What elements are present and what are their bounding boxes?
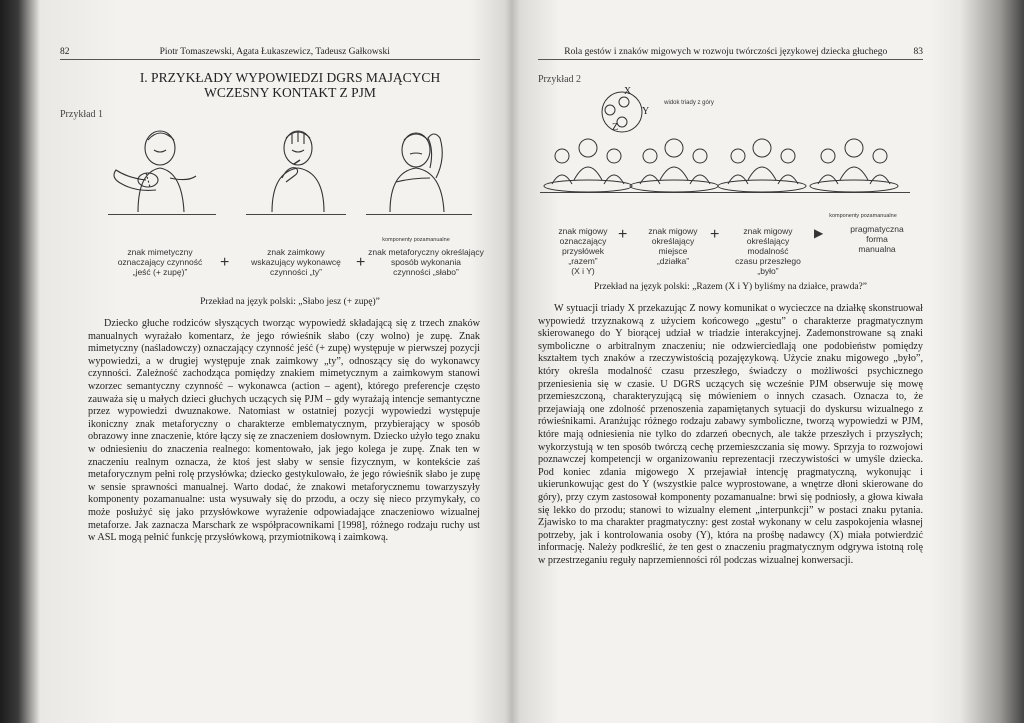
- sign-illustration-3: [366, 118, 472, 215]
- caption-past: [722, 226, 814, 276]
- caption-line: znak mimetyczny: [127, 247, 193, 257]
- caption-line: pragmatyczna: [850, 224, 904, 234]
- caption-line: znak migowy: [743, 226, 793, 236]
- caption-line: „działka”: [656, 256, 690, 266]
- triad-letter-y: Y: [642, 106, 650, 117]
- sign-illustration-row-right: [540, 130, 910, 193]
- caption-line: oznaczający: [559, 236, 607, 246]
- caption-line: miejsce: [658, 246, 688, 256]
- page-number-right: 83: [913, 47, 923, 57]
- example-label-2: Przykład 2: [538, 74, 582, 85]
- caption-line: określający: [651, 236, 695, 246]
- caption-line: znak migowy: [648, 226, 698, 236]
- body-paragraph-left: Dziecko głuche rodziców słyszących tworząc wypowiedź składającą się z trzech znaków manualnych wyrażało komentarz, że jego rówieśnik słabo (czy wolno) je zupę. Znak mimetyczny (naśladowczy) oznaczający czynność jeść (+ zupę) występuje w pierwszej pozycji wypowiedzi, a w drugiej występuje znak zaimkowy „ty”, odnoszący się do wykonawcy czynności. Zależność zachodząca pomiędzy znakiem mimetycznym a zaimkowym stanowi wzorzec semantyczny czynność – wykonawca (action – agent), którego preferencje często zauważa się u małych dzieci głuchych uczących się PJM – gdy wyrażają intencje semantyczne przez wypowiedzi dwuznakowe. Natomiast w ostatniej pozycji wypowiedzi występuje ikoniczny znak metaforyczny o charakterze emblematycznym, przybierający w sposób obrazowy inne znaczenie, które łączy się ze znaczeniem dosłownym. Dziecko użyło tego znaku w odniesieniu do znaczenia realnego: komentowało, jak jego kolega je zupę. Znak ten w znaczeniu realnym oznacza, że ktoś jest słaby w sensie fizycznym, w kontekście zaś metaforycznym pełni rolę przysłówka; dziecko gestykulowało, że jego rówieśnik słabo je zupę w sensie sprawności manualnej. Warto dodać, że znakowi metaforycznemu towarzyszyły komponenty pozamanualne: usta wysuwały się do przodu, a oczy się nieco przymykały, co może posłużyć się jako przysłówkowe wyrażenie odpowiadające znaczeniowo wizualnej metaforze. Jak zaznacza Marschark ze współpracownikami [1998], różnego rodzaju ruchy ust w ASL mogą pełnić funkcję przysłówkową, przymiotnikową i zaimkową.: [88, 318, 480, 544]
- triad-caption: widok triady z góry: [664, 100, 714, 106]
- triad-diagram: [594, 88, 650, 136]
- section-title-line2: WCZESNY KONTAKT Z PJM: [204, 85, 376, 100]
- page-number-left: 82: [60, 47, 70, 57]
- sign-illustration-1: [108, 118, 216, 215]
- right-page: [538, 0, 923, 723]
- caption-pragmatic: [834, 224, 920, 254]
- sign-illustration-2: [246, 118, 346, 215]
- running-head-title: Rola gestów i znaków migowych w rozwoju twórczości językowej dziecka głuchego: [564, 47, 888, 57]
- caption-line: manualna: [858, 244, 896, 254]
- caption-line: określający: [746, 236, 790, 246]
- plus-sign: +: [356, 254, 366, 271]
- caption-line: wskazujący wykonawcę: [251, 257, 341, 267]
- caption-place: [632, 226, 714, 266]
- caption-line: sposób wykonania: [391, 257, 461, 267]
- caption-together: [538, 226, 628, 276]
- triad-letter-x: X: [624, 86, 632, 97]
- section-title: [100, 70, 480, 100]
- arrow-icon: ▶: [814, 226, 824, 240]
- example-label-1: Przykład 1: [60, 109, 104, 120]
- plus-sign: +: [220, 254, 230, 271]
- running-head-right: [538, 47, 923, 60]
- translation-left: Przekład na język polski: „Słabo jesz (+ zupę)”: [200, 297, 380, 307]
- caption-pronoun: [238, 247, 354, 277]
- caption-line: (X i Y): [571, 266, 595, 276]
- caption-mimetic: [104, 247, 216, 277]
- triad-letter-z: Z: [612, 122, 619, 133]
- caption-line: znak migowy: [558, 226, 608, 236]
- caption-line: „razem”: [568, 256, 598, 266]
- plus-sign: +: [710, 226, 720, 243]
- caption-line: „jeść (+ zupę)”: [132, 267, 188, 277]
- running-head-left: [60, 47, 480, 60]
- nonmanual-label-left: komponenty pozamanualne: [382, 237, 450, 243]
- caption-line: czynności „ty”: [270, 267, 322, 277]
- caption-metaphoric: [366, 247, 486, 277]
- translation-right: Przekład na język polski: „Razem (X i Y) byliśmy na działce, prawda?”: [594, 282, 867, 292]
- plus-sign: +: [618, 226, 628, 243]
- nonmanual-label-right: komponenty pozamanualne: [829, 213, 897, 219]
- caption-line: modalność: [747, 246, 789, 256]
- body-paragraph-right: W sytuacji triady X przekazując Z nowy komunikat o wycieczce na działkę skonstruował wypowiedź trzyznakową z użyciem końcowego „gestu” o charakterze pragmatycznym skierowanego do Y biorącej udział w triadzie interakcyjnej. Zademonstrowane są znaki symboliczne o arbitralnym znaczeniu; nie odzwierciedlają one podobieństw pomiędzy kształtem tych znaków a rzeczywistością pozajęzykową. Użycie znaku migowego „było”, który określa modalność czasu przeszłego, świadczy o możliwości psychicznego przeniesienia się w czasie. U DGRS uczących się wcześnie PJM obserwuje się mowę przemieszczoną, charakteryzującą się mówieniem o innych czasach. Oznacza to, że przejawiają one zdolność przenoszenia zapamiętanych sytuacji do dyskursu wizualnego z rówieśnikami. Aranżując różnego rodzaju zabawy symboliczne, tworzą wypowiedzi w PJM, które mają odniesienia nie tylko do zdarzeń obecnych, ale także przeszłych i przyszłych; wykorzystują w ten sposób twórczą cechę przemieszczania się mowy. Sprzyja to rozwojowi poznawczej kompetencji w organizowaniu reprezentacji rzeczywistości w umyśle dziecka. Pod koniec zdania migowego X przejawiał intencję pragmatyczną, wykonując i ukierunkowując gest do Y (wszystkie palce wyprostowane, a wnętrze dłoni skierowane do góry), przy czym zastosował komponenty pozamanualne: brwi się podniosły, a głowa kiwała się lekko do przodu; stanowi to wizualny element „interpunkcji” w postaci znaku pytania. Zjawisko to ma charakter pragmatyczny: gest został wykonany w celu zaspokojenia własnej potrzeby, jak i kontrolowania osoby (Y), która na prośbę nadawcy (X) miała potwierdzić informację. Należy podkreślić, że ten gest o znaczeniu pragmatycznym odgrywa istotną rolę w przestrzeganiu reguły naprzemienności ról podczas wizualnej konwersacji.: [538, 303, 923, 566]
- caption-line: przysłówek: [561, 246, 605, 256]
- caption-line: forma: [866, 234, 888, 244]
- left-page: [60, 0, 484, 723]
- caption-line: oznaczający czynność: [117, 257, 203, 267]
- running-head-authors: Piotr Tomaszewski, Agata Łukaszewicz, Tadeusz Gałkowski: [159, 47, 390, 57]
- caption-line: znak zaimkowy: [267, 247, 325, 257]
- caption-line: znak metaforyczny określający: [368, 247, 484, 257]
- caption-line: „było”: [757, 266, 779, 276]
- caption-line: czasu przeszłego: [735, 256, 801, 266]
- section-title-line1: I. PRZYKŁADY WYPOWIEDZI DGRS MAJĄCYCH: [139, 70, 441, 85]
- caption-line: czynności „słabo”: [393, 267, 459, 277]
